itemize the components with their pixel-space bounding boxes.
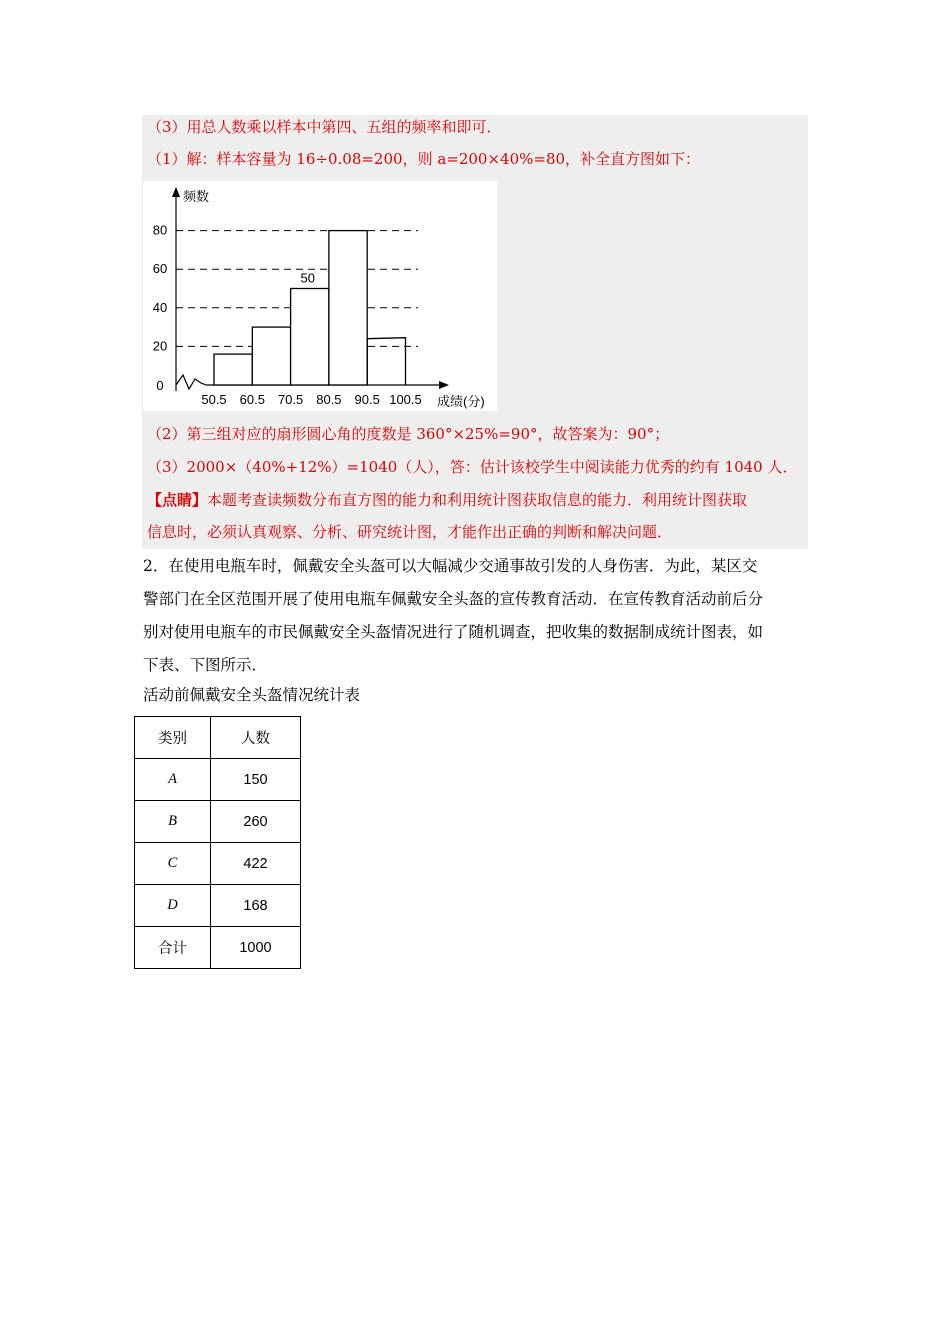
problem-para-4: 下表、下图所示． [143, 656, 268, 674]
cell-count: 150 [211, 759, 301, 801]
problem-para-1: 2．在使用电瓶车时，佩戴安全头盔可以大幅减少交通事故引发的人身伤害．为此，某区交 [143, 557, 758, 575]
x-axis-arrow [439, 381, 449, 389]
x-tick-label: 100.5 [389, 392, 422, 407]
table-title: 活动前佩戴安全头盔情况统计表 [143, 686, 361, 704]
cell-count: 1000 [211, 927, 301, 969]
comment-line-2: 信息时，必须认真观察、分析、研究统计图，才能作出正确的判断和解决问题． [147, 523, 673, 541]
solution-part3-line: （3）2000×（40%+12%）=1040（人），答：估计该校学生中阅读能力优秀的约有 1040 人． [147, 458, 798, 476]
y-axis-arrow [172, 187, 180, 197]
x-tick-label: 50.5 [201, 392, 227, 407]
y-tick-label: 0 [156, 378, 164, 393]
y-tick-label: 40 [152, 299, 168, 315]
cell-category: 合计 [135, 927, 211, 969]
y-axis-title: 频数 [183, 189, 210, 204]
y-tick-label: 60 [152, 261, 168, 277]
problem-para-3: 别对使用电瓶车的市民佩戴安全头盔情况进行了随机调查，把收集的数据制成统计图表，如 [143, 623, 764, 641]
x-tick-label: 60.5 [239, 392, 265, 407]
cell-category: A [135, 759, 211, 801]
cell-category: C [135, 843, 211, 885]
comment-tag: 【点睛】 [147, 491, 208, 509]
histogram-bar [252, 327, 290, 385]
y-tick-label: 20 [152, 338, 168, 354]
header-category: 类别 [135, 717, 211, 759]
x-tick-label: 90.5 [354, 392, 380, 407]
header-count: 人数 [211, 717, 301, 759]
table-row [135, 927, 301, 969]
solution-part2-line: （2）第三组对应的扇形圆心角的度数是 360°×25%=90°，故答案为：90°； [147, 425, 670, 443]
comment-line-1 [147, 490, 747, 510]
comment-text-1: 本题考查读频数分布直方图的能力和利用统计图获取信息的能力．利用统计图获取 [207, 491, 748, 509]
table-row [135, 801, 301, 843]
table-header-row [135, 717, 301, 759]
table-row [135, 885, 301, 927]
table-row [135, 843, 301, 885]
histogram-bar [367, 338, 405, 385]
x-tick-label: 70.5 [277, 392, 304, 407]
table-row [135, 759, 301, 801]
x-tick-label: 80.5 [316, 392, 342, 407]
x-axis-title: 成绩(分) [437, 394, 485, 409]
histogram-bar [329, 231, 367, 385]
stats-table [134, 716, 301, 969]
histogram-svg [143, 181, 497, 411]
cell-category: B [135, 801, 211, 843]
axis-break [176, 375, 206, 389]
problem-para-2: 警部门在全区范围开展了使用电瓶车佩戴安全头盔的宣传教育活动．在宣传教育活动前后分 [143, 590, 764, 608]
histogram-bar [291, 289, 329, 386]
cell-category: D [135, 885, 211, 927]
cell-count: 260 [211, 801, 301, 843]
bar-data-label: 50 [300, 270, 315, 286]
solution-part1-line: （1）解：样本容量为 16÷0.08=200，则 a=200×40%=80，补全直方图如下： [147, 150, 701, 168]
y-tick-label: 80 [152, 222, 168, 238]
solution-hint-line: （3）用总人数乘以样本中第四、五组的频率和即可． [147, 118, 502, 136]
cell-count: 168 [211, 885, 301, 927]
cell-count: 422 [211, 843, 301, 885]
histogram-bar [214, 354, 252, 385]
histogram-chart [143, 181, 497, 411]
